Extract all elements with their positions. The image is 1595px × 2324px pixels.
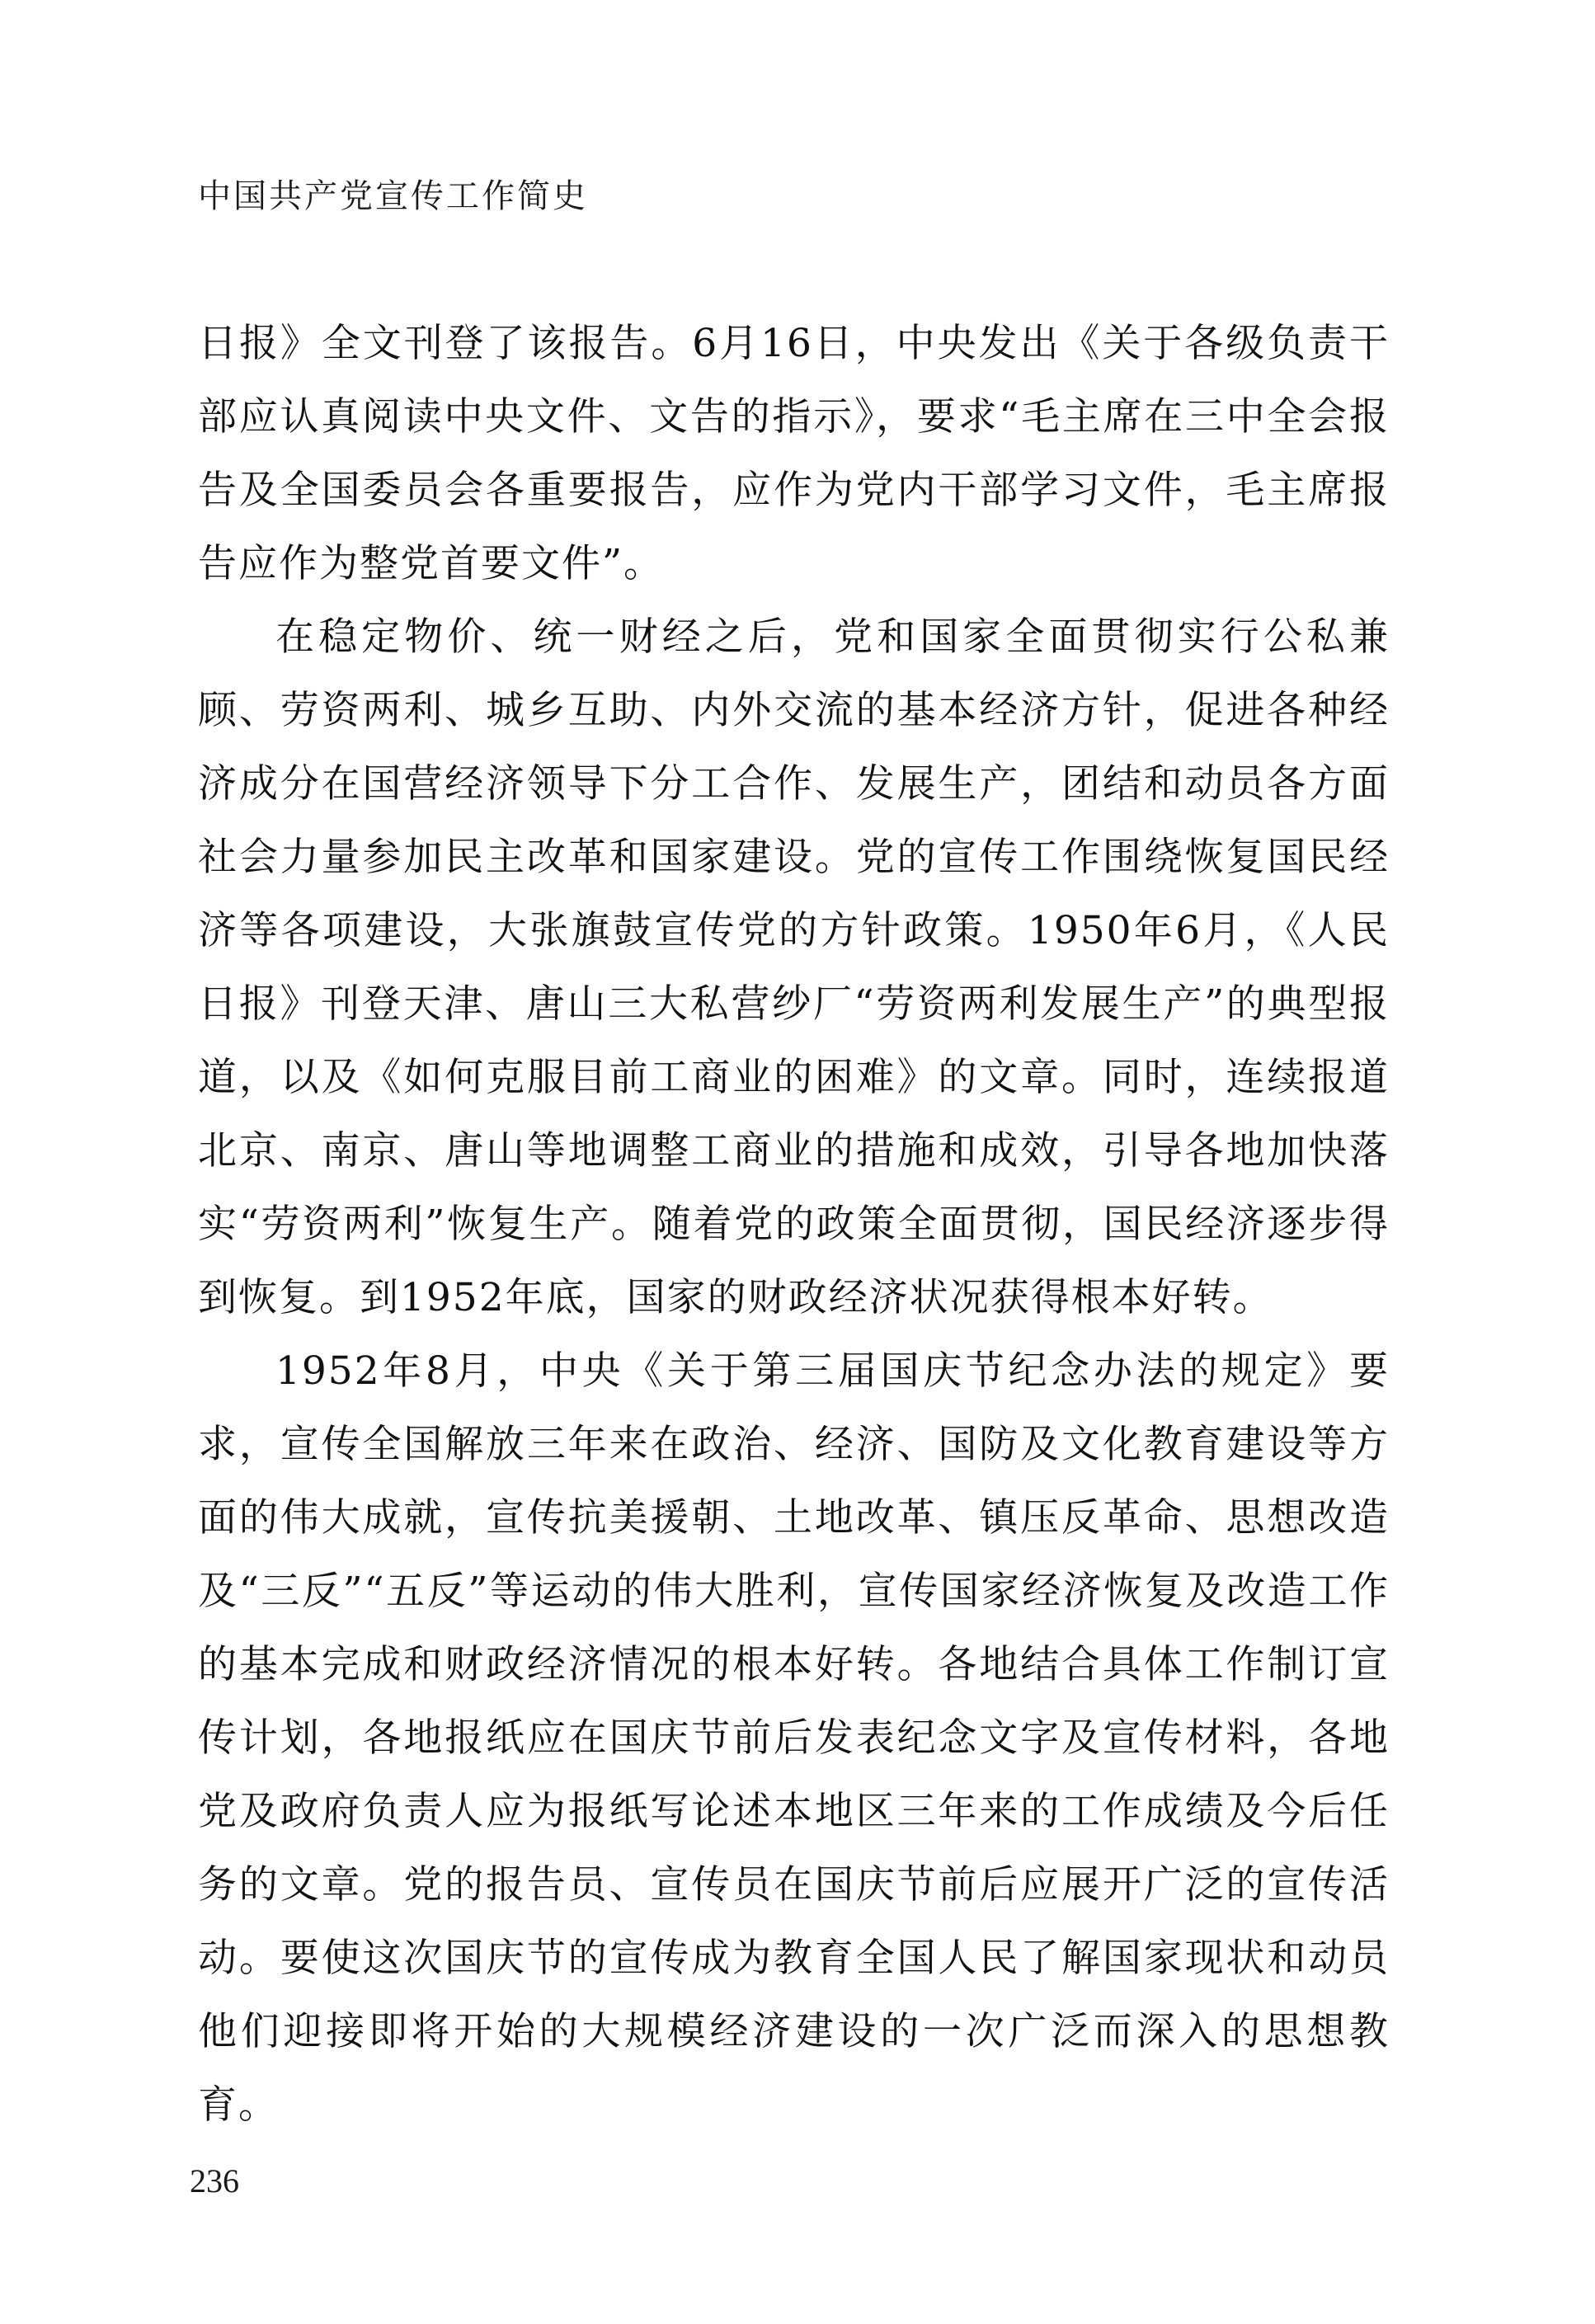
body-text	[198, 307, 1390, 2142]
paragraph-national-day: 1952年8月，中央《关于第三届国庆节纪念办法的规定》要求，宣传全国解放三年来在政治、经济、国防及文化教育建设等方面的伟大成就，宣传抗美援朝、土地改革、镇压反革命、思想改造及“三反”“五反”等运动的伟大胜利，宣传国家经济恢复及改造工作的基本完成和财政经济情况的根本好转。各地结合具体工作制订宣传计划，各地报纸应在国庆节前后发表纪念文字及宣传材料，各地党及政府负责人应为报纸写论述本地区三年来的工作成绩及今后任务的文章。党的报告员、宣传员在国庆节前后应展开广泛的宣传活动。要使这次国庆节的宣传成为教育全国人民了解国家现状和动员他们迎接即将开始的大规模经济建设的一次广泛而深入的思想教育。	[198, 1348, 1390, 2128]
page-number: 236	[190, 2162, 239, 2199]
paragraph-continuation: 日报》全文刊登了该报告。6月16日，中央发出《关于各级负责干部应认真阅读中央文件、文告的指示》，要求“毛主席在三中全会报告及全国委员会各重要报告，应作为党内干部学习文件，毛主席报告应作为整党首要文件”。	[198, 321, 1390, 586]
paragraph-economic-policy: 在稳定物价、统一财经之后，党和国家全面贯彻实行公私兼顾、劳资两利、城乡互助、内外交流的基本经济方针，促进各种经济成分在国营经济领导下分工合作、发展生产，团结和动员各方面社会力量参加民主改革和国家建设。党的宣传工作围绕恢复国民经济等各项建设，大张旗鼓宣传党的方针政策。1950年6月，《人民日报》刊登天津、唐山三大私营纱厂“劳资两利发展生产”的典型报道，以及《如何克服目前工商业的困难》的文章。同时，连续报道北京、南京、唐山等地调整工商业的措施和成效，引导各地加快落实“劳资两利”恢复生产。随着党的政策全面贯彻，国民经济逐步得到恢复。到1952年底，国家的财政经济状况获得根本好转。	[198, 614, 1390, 1320]
running-header: 中国共产党宣传工作简史	[198, 177, 588, 215]
